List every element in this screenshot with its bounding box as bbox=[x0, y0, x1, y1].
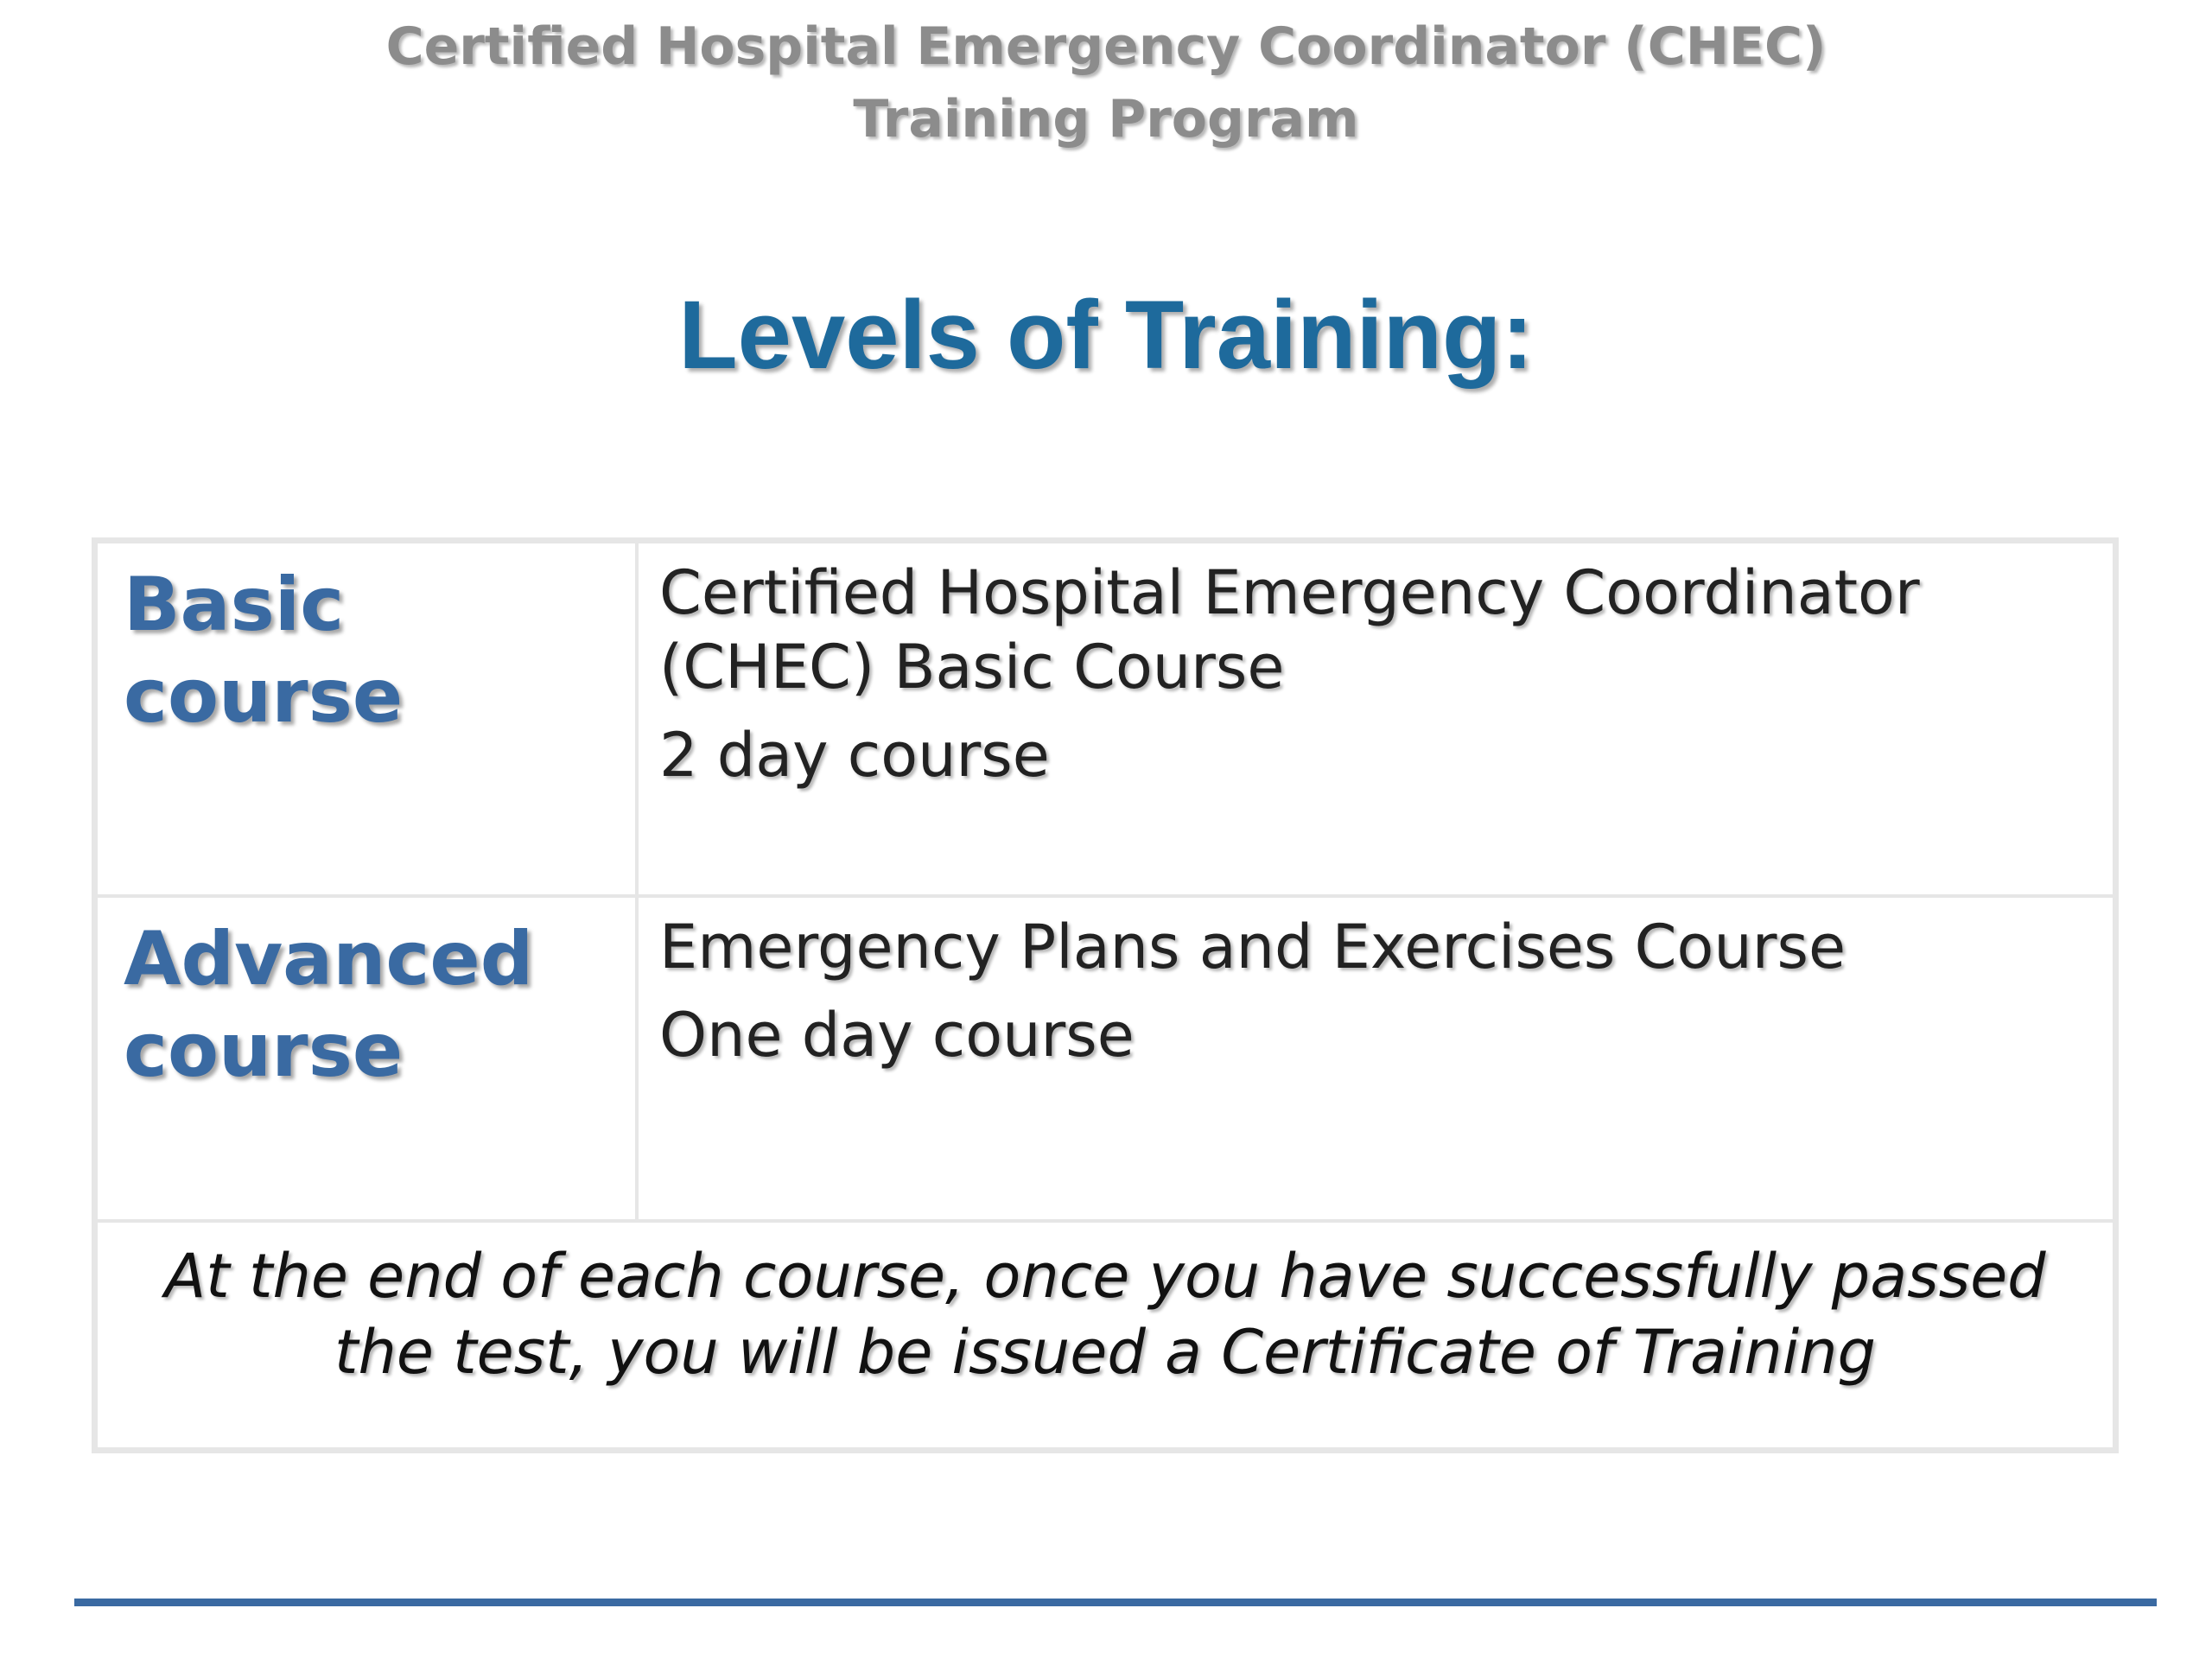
table-row-advanced bbox=[98, 898, 2113, 1223]
level-label-line-2: course bbox=[124, 1007, 404, 1094]
page-header bbox=[0, 10, 2212, 156]
header-line-1: Certified Hospital Emergency Coordinator (CHEC) bbox=[385, 16, 1827, 77]
course-name-line-1: Certified Hospital Emergency Coordinator bbox=[659, 557, 1920, 628]
course-duration: 2 day course bbox=[659, 720, 1050, 791]
course-name-line-1: Emergency Plans and Exercises Course bbox=[659, 912, 1847, 982]
course-name-line-2: (CHEC) Basic Course bbox=[659, 632, 1285, 702]
certificate-note bbox=[98, 1238, 2113, 1390]
level-label-advanced bbox=[124, 913, 625, 1096]
header-line-2: Training Program bbox=[853, 89, 1359, 149]
table-row-note bbox=[98, 1223, 2113, 1447]
level-label-line-1: Basic bbox=[124, 562, 345, 648]
course-duration: One day course bbox=[659, 1000, 1135, 1071]
page-title: Levels of Training: bbox=[678, 281, 1534, 389]
course-description-advanced bbox=[659, 910, 2094, 1072]
note-line-2: the test, you will be issued a Certificate of Training bbox=[334, 1317, 1876, 1388]
bottom-divider bbox=[74, 1599, 2157, 1606]
level-label-line-1: Advanced bbox=[124, 916, 534, 1002]
level-label-line-2: course bbox=[124, 653, 404, 740]
note-line-1: At the end of each course, once you have successfully passed bbox=[164, 1241, 2046, 1312]
table-row-basic bbox=[98, 543, 2113, 898]
level-label-basic bbox=[124, 559, 625, 742]
course-description-basic bbox=[659, 556, 2094, 792]
training-levels-table bbox=[92, 537, 2119, 1453]
